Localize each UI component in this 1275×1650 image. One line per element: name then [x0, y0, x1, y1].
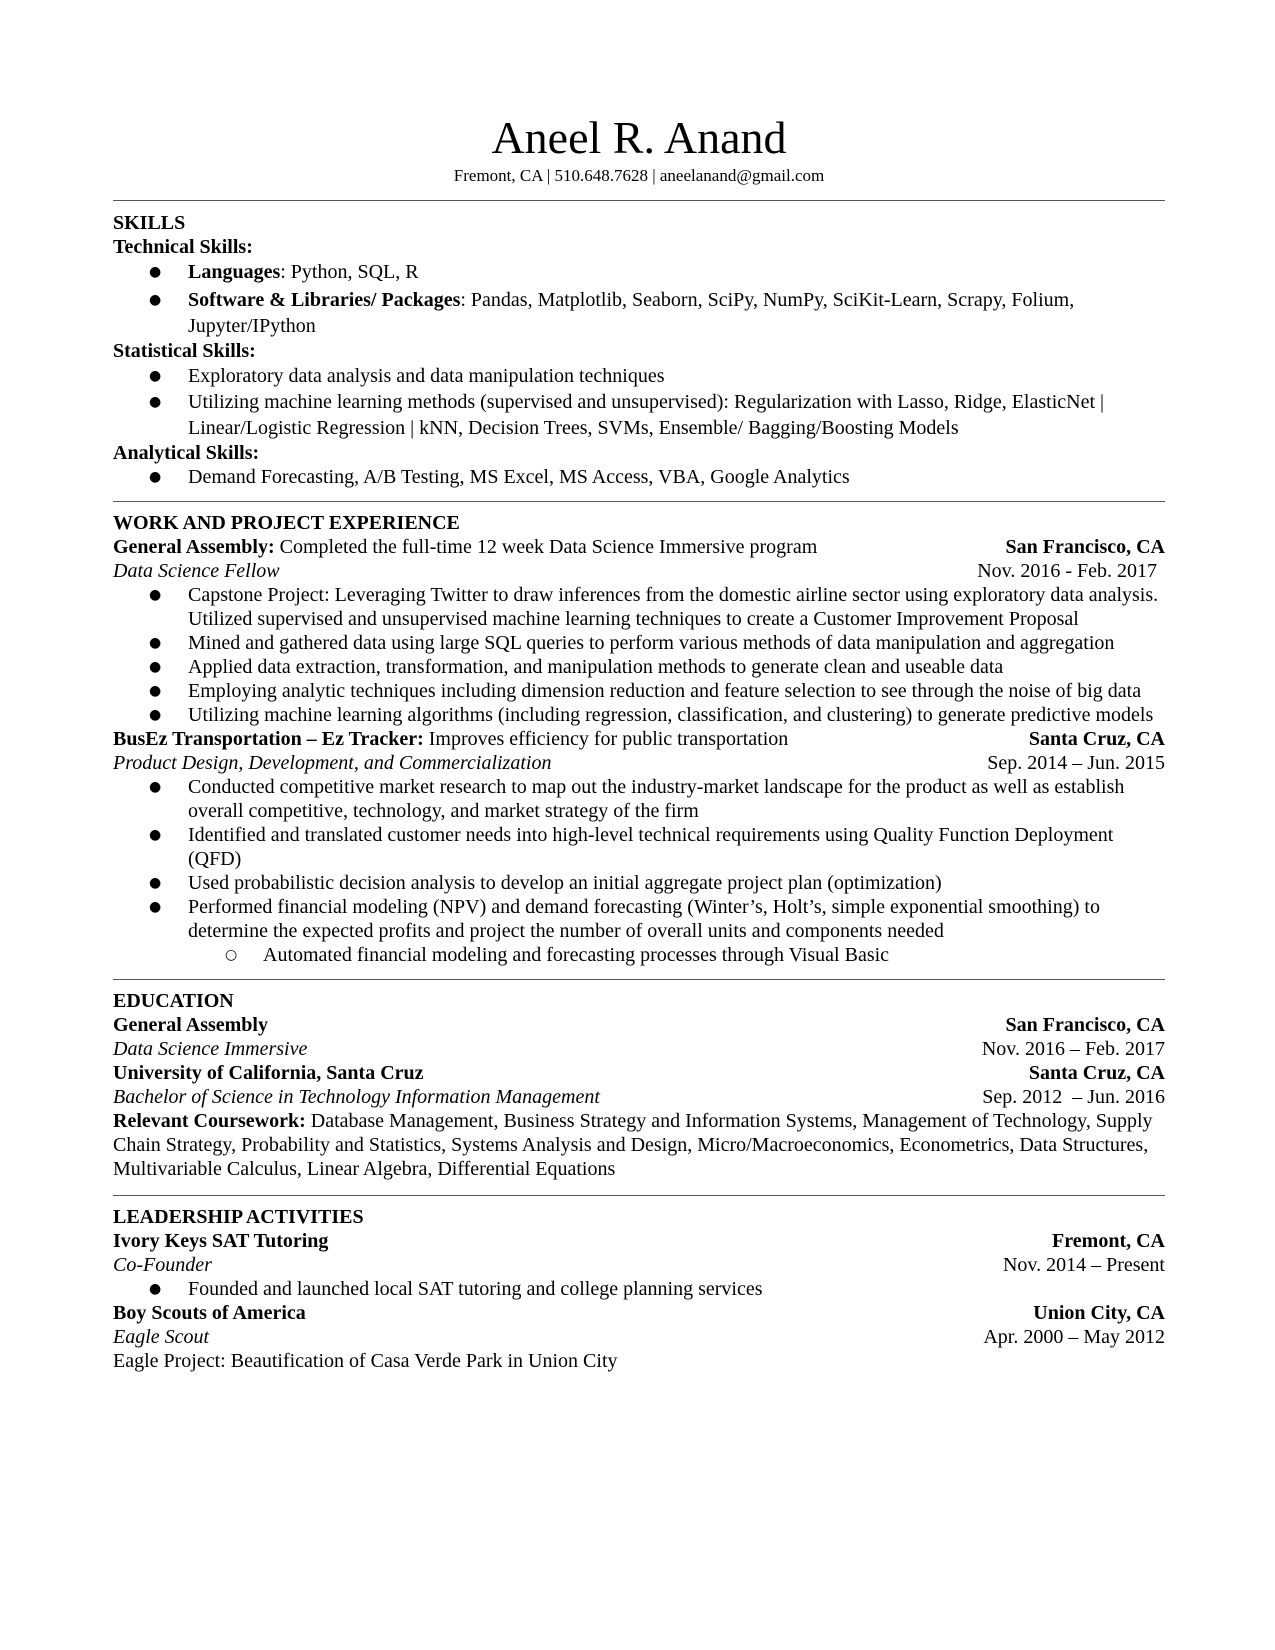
list-item: ● Exploratory data analysis and data manipulation techniques: [113, 363, 1165, 389]
resume-page: [113, 112, 1165, 1373]
org-description: Improves efficiency for public transportation: [423, 728, 789, 750]
section-title-skills: SKILLS: [113, 212, 186, 234]
contact-line: Fremont, CA | 510.648.7628 | aneelanand@gmail.com: [453, 166, 825, 185]
skill-label: Languages: [188, 261, 281, 283]
activity-org: Ivory Keys SAT Tutoring: [113, 1230, 329, 1252]
section-title-leadership: LEADERSHIP ACTIVITIES: [113, 1206, 364, 1228]
org-name: BusEz Transportation – Ez Tracker:: [113, 728, 424, 750]
list-item: ● Identified and translated customer needs into high-level technical requirements using Quality Function Deployment (QFD): [113, 823, 1165, 871]
job-dates: Nov. 2016 - Feb. 2017: [977, 560, 1157, 582]
org-name: General Assembly:: [113, 536, 275, 558]
activity-note: Eagle Project: Beautification of Casa Verde Park in Union City: [113, 1350, 618, 1372]
statistical-skills-title: Statistical Skills:: [113, 340, 256, 362]
statistical-skills-list: [113, 363, 1165, 441]
activity-role: Eagle Scout: [113, 1326, 210, 1348]
list-item: [113, 287, 1165, 339]
list-item: ● Employing analytic techniques including dimension reduction and feature selection to see through the noise of big data: [113, 679, 1165, 703]
sub-list-item: ○ Automated financial modeling and forecasting processes through Visual Basic: [113, 943, 1165, 967]
activity-role: Co-Founder: [113, 1254, 212, 1276]
coursework-label: Relevant Coursework:: [113, 1110, 306, 1132]
list-item: ● Used probabilistic decision analysis to develop an initial aggregate project plan (optimization): [113, 871, 1165, 895]
school-location: San Francisco, CA: [1005, 1014, 1165, 1036]
divider: [113, 1195, 1165, 1196]
technical-skills-list: [113, 260, 1165, 339]
list-item: ● Demand Forecasting, A/B Testing, MS Excel, MS Access, VBA, Google Analytics: [113, 465, 1165, 489]
school-dates: Nov. 2016 – Feb. 2017: [981, 1038, 1165, 1060]
section-title-experience: WORK AND PROJECT EXPERIENCE: [113, 512, 460, 534]
skill-text: : Python, SQL, R: [280, 261, 419, 283]
activity-dates: Nov. 2014 – Present: [1002, 1254, 1165, 1276]
section-title-education: EDUCATION: [113, 990, 234, 1012]
list-item: ● Conducted competitive market research to map out the industry-market landscape for the product as well as establish overall competitive, technology, and market strategy of the firm: [113, 775, 1165, 823]
analytical-skills-title: Analytical Skills:: [113, 442, 260, 464]
list-item: ● Applied data extraction, transformation, and manipulation methods to generate clean and useable data: [113, 655, 1165, 679]
org-description: Completed the full-time 12 week Data Science Immersive program: [274, 536, 818, 558]
school-program: Bachelor of Science in Technology Information Management: [113, 1086, 600, 1108]
activity-location: Union City, CA: [1033, 1302, 1165, 1324]
activity-org: Boy Scouts of America: [113, 1302, 306, 1324]
job-sub-bullets: [113, 943, 1165, 967]
job-dates: Sep. 2014 – Jun. 2015: [987, 752, 1165, 774]
experience-entry: [113, 535, 1165, 727]
divider: [113, 979, 1165, 980]
activity-location: Fremont, CA: [1052, 1230, 1165, 1252]
list-item: ● Performed financial modeling (NPV) and demand forecasting (Winter’s, Holt’s, simple exponential smoothing) to determine the expected profits and project the number of overall units and components needed: [113, 895, 1165, 943]
education-section: [113, 989, 1165, 1181]
coursework: [113, 1109, 1165, 1181]
activity-dates: Apr. 2000 – May 2012: [983, 1326, 1165, 1348]
school-program: Data Science Immersive: [113, 1038, 308, 1060]
job-bullets: [113, 775, 1165, 943]
school-name: University of California, Santa Cruz: [113, 1062, 424, 1084]
job-bullets: [113, 583, 1165, 727]
list-item: [113, 260, 1165, 284]
experience-entry: [113, 727, 1165, 967]
school-dates: Sep. 2012 – Jun. 2016: [982, 1086, 1165, 1108]
school-name: General Assembly: [113, 1014, 268, 1036]
list-item: ● Utilizing machine learning algorithms (including regression, classification, and clustering) to generate predictive models: [113, 703, 1165, 727]
list-item: ● Utilizing machine learning methods (supervised and unsupervised): Regularization with Lasso, Ridge, ElasticNet | Linear/Logistic Regression | kNN, Decision Trees, SVMs, Ensemble/ Bagging/Boosting Models: [113, 389, 1165, 441]
list-item: ● Founded and launched local SAT tutoring and college planning services: [113, 1277, 1165, 1301]
coursework-text: Database Management, Business Strategy and Information Systems, Management of Technology, Supply Chain Strategy, Probability and Statistics, Systems Analysis and Design, Micro/Macroeconomics, Econometrics, Data Structures, Multivariable Calculus, Linear Algebra, Differential Equations: [113, 1110, 1153, 1180]
list-item: ● Capstone Project: Leveraging Twitter to draw inferences from the domestic airline sector using exploratory data analysis. Utilized supervised and unsupervised machine learning techniques to create a Customer Improvement Proposal: [113, 583, 1165, 631]
job-role: Product Design, Development, and Commercialization: [113, 752, 552, 774]
activity-bullets: [113, 1277, 1165, 1301]
job-role: Data Science Fellow: [113, 560, 280, 582]
candidate-name: Aneel R. Anand: [491, 112, 787, 163]
experience-section: [113, 511, 1165, 967]
job-location: Santa Cruz, CA: [1028, 728, 1165, 750]
technical-skills-title: Technical Skills:: [113, 236, 253, 258]
divider: [113, 501, 1165, 502]
divider: [113, 200, 1165, 201]
skills-section: [113, 211, 1165, 489]
leadership-section: [113, 1205, 1165, 1373]
school-location: Santa Cruz, CA: [1028, 1062, 1165, 1084]
job-location: San Francisco, CA: [1005, 536, 1165, 558]
analytical-skills-list: [113, 465, 1165, 489]
skill-label: Software & Libraries/ Packages: [188, 289, 461, 311]
skill-text: : Pandas, Matplotlib, Seaborn, SciPy, NumPy, SciKit-Learn, Scrapy, Folium, Jupyter/IPython: [188, 289, 1075, 337]
list-item: ● Mined and gathered data using large SQL queries to perform various methods of data manipulation and aggregation: [113, 631, 1165, 655]
